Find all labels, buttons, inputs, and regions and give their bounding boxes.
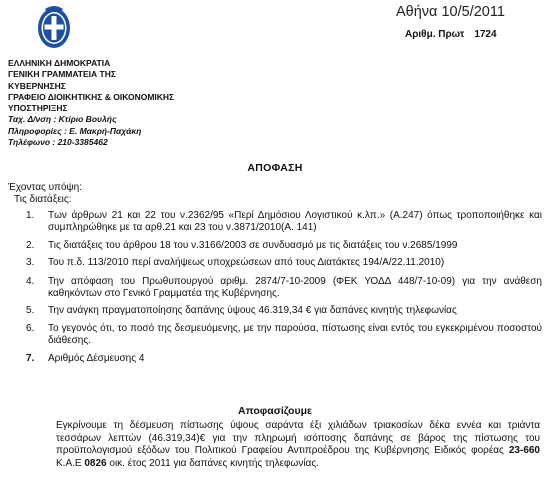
document-title: ΑΠΟΦΑΣΗ [247, 162, 303, 174]
list-item [26, 257, 542, 269]
list-item [26, 353, 542, 365]
item-text: Του π.δ. 113/2010 περί αναλήψεως υποχρεώσεων από τους Διατάκτες 194/Α/22.11.2010) [48, 257, 445, 269]
item-number: 7. [26, 352, 35, 364]
sender-line: ΓΕΝΙΚΗ ΓΡΑΜΜΑΤΕΙΑ ΤΗΣ [8, 69, 116, 80]
sender-line: ΥΠΟΣΤΗΡΙΞΗΣ [8, 103, 68, 114]
item-text: Των άρθρων 21 και 22 του ν.2362/95 «Περί Δημόσιου Λογιστικού κ.λπ.» (Α.247) όπως τροποποιήθηκε και συμπληρώθηκε με τα αρθ.21 και 23 του ν.3871/2010(Α. 141) [48, 210, 542, 234]
list-item [26, 305, 542, 317]
list-item [26, 323, 542, 348]
item-number: 3. [26, 257, 35, 269]
protocol-label: Αριθμ. Πρωτ [405, 29, 465, 40]
decision-text: Κ.Α.Ε [56, 457, 85, 469]
sender-info: Πληροφορίες : Ε. Μακρή-Παχάκη [8, 125, 142, 136]
decision-text: οικ. έτος 2011 για δαπάνες κινητής τηλεφωνίας. [106, 457, 319, 469]
item-number: 5. [26, 305, 35, 317]
item-text: Τις διατάξεις του άρθρου 18 του ν.3166/2003 σε συνδυασμό με τις διατάξεις του ν.2685/1999 [48, 239, 458, 251]
list-item [26, 240, 542, 252]
item-number: 1. [26, 210, 35, 221]
place-date: Αθήνα 10/5/2011 [396, 4, 505, 20]
decision-paragraph [56, 420, 540, 470]
decision-heading: Αποφασίζουμε [238, 405, 312, 417]
protocol-number: 1724 [474, 29, 497, 40]
item-text: Αριθμός Δέσμευσης 4 [48, 352, 145, 364]
item-number: 2. [26, 239, 35, 251]
considerations-list [26, 210, 542, 370]
sender-line: ΕΛΛΗΝΙΚΗ ΔΗΜΟΚΡΑΤΙΑ [8, 58, 111, 68]
list-item [26, 276, 542, 301]
decision-text: Εγκρίνουμε τη δέσμευση πίστωσης ύψους σαράντα έξι χιλιάδων τριακοσίων δέκα εννέα και τριάντα τεσσάρων λεπτών (46.319,34)€ για την πληρωμή ισόποσης δαπάνης σε βάρος της πίστωσης του προϋπολογισμού εξόδων του Πολιτικού Γραφείου Αντιπροέδρου της Κυβέρνησης Ειδικός φορέας [56, 420, 540, 457]
sender-line: ΚΥΒΕΡΝΗΣΗΣ [8, 80, 66, 91]
kae-code: 0826 [84, 457, 107, 469]
protocol-number-line [405, 29, 497, 40]
greek-state-emblem-icon [36, 4, 72, 50]
sender-block [8, 58, 278, 148]
preamble-having: Έχοντας υπόψη: [8, 182, 82, 193]
special-body-code: 23-660 [508, 445, 540, 457]
sender-address: Ταχ. Δ/νση : Κτίριο Βουλής [8, 114, 117, 125]
preamble-provisions: Τις διατάξεις: [14, 194, 72, 205]
item-text: Την απόφαση του Πρωθυπουργού αριθμ. 2874/7-10-2009 (ΦΕΚ ΥΟΔΔ 448/7-10-09) για την ανάθεση καθηκόντων στο Γενικό Γραμματέα της Κυβέρνησης. [48, 275, 542, 300]
sender-phone: Τηλέφωνο : 210-3385462 [8, 137, 108, 148]
list-item [26, 210, 542, 235]
item-number: 6. [26, 322, 35, 334]
sender-line: ΓΡΑΦΕΙΟ ΔΙΟΙΚΗΤΙΚΗΣ & ΟΙΚΟΝΟΜΙΚΗΣ [8, 91, 175, 102]
item-text: Το γεγονός ότι, το ποσό της δεσμευόμενης, με την παρούσα, πίστωσης είναι εντός του εγκεκριμένου ποσοστού διάθεσης. [48, 322, 542, 347]
item-number: 4. [26, 275, 35, 287]
item-text: Την ανάγκη πραγματοποίησης δαπάνης ύψους 46.319,34 € για δαπάνες κινητής τηλεφωνίας [48, 305, 457, 317]
